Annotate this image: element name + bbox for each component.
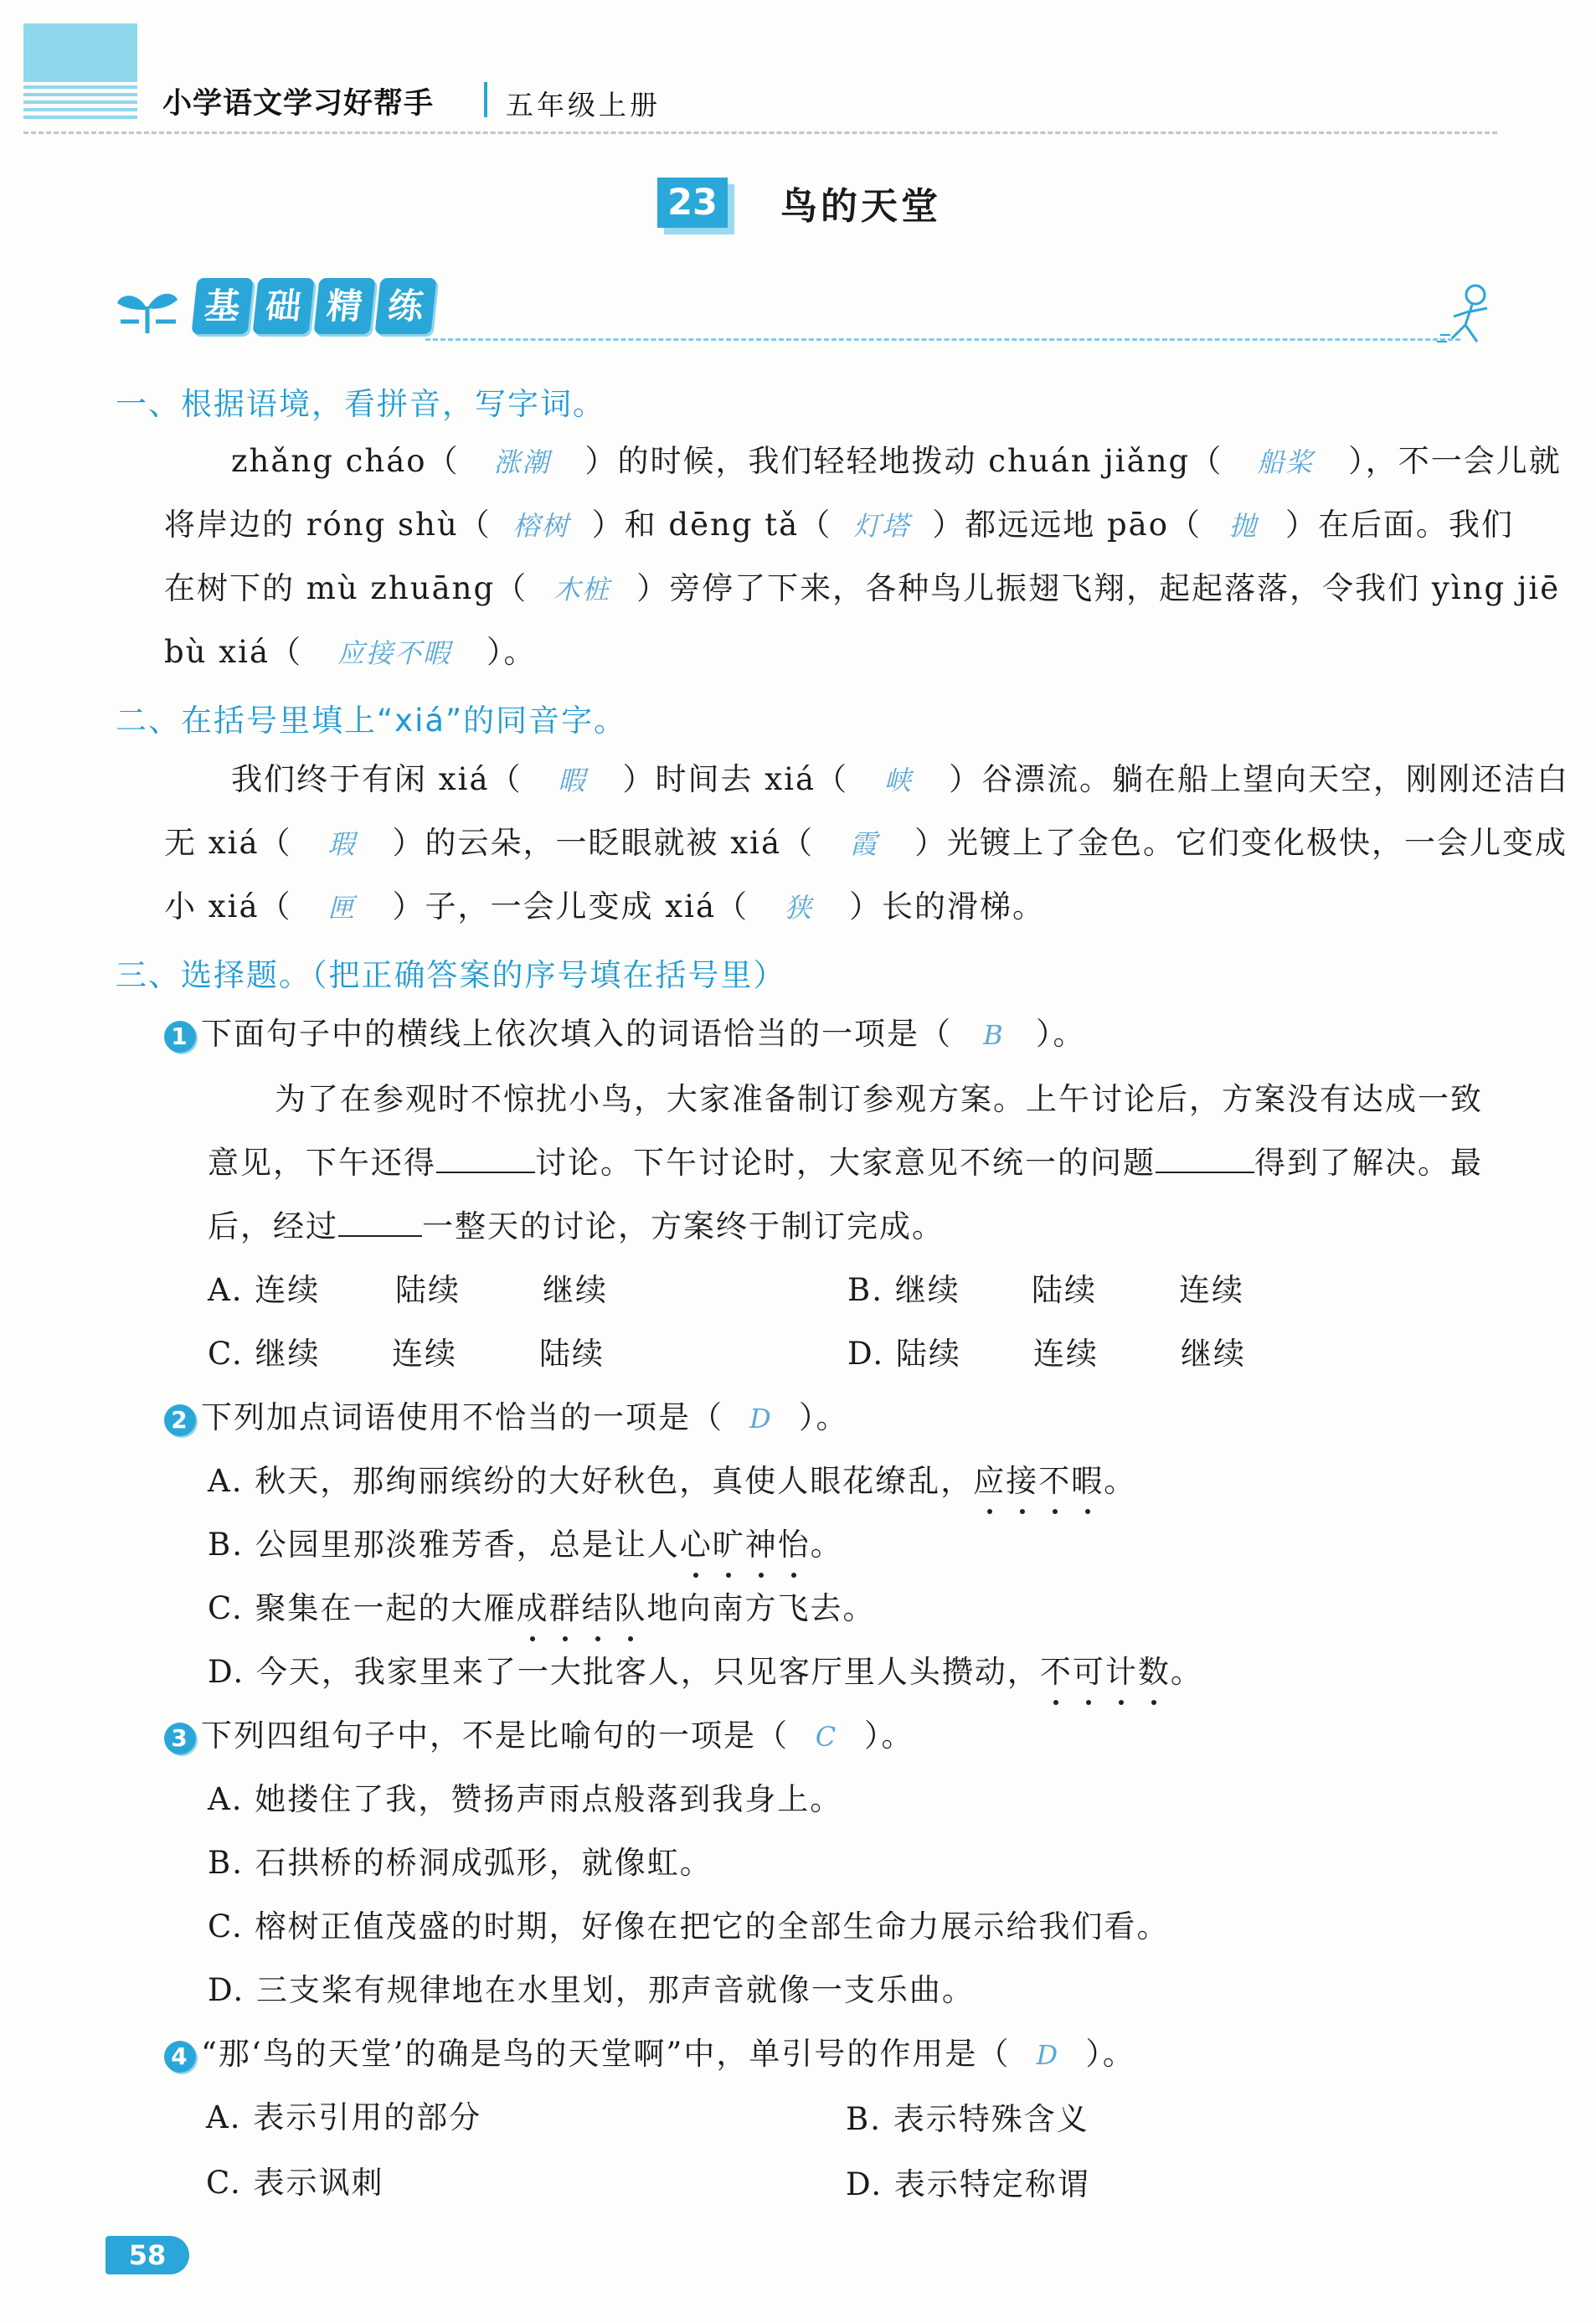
option-word: D. 陆续 xyxy=(847,1336,961,1372)
q3-item-4-option-a: A. 表示引用的部分 xyxy=(206,2099,482,2135)
answer-text: 灯塔 xyxy=(853,510,911,542)
banner-char: 础 xyxy=(252,278,314,334)
question-2-heading: 二、在括号里填上“xiá”的同音字。 xyxy=(116,703,627,739)
dotted-char: 旷 xyxy=(713,1522,745,1568)
q3-item-2-option-a xyxy=(208,1459,1136,1504)
text: D. 今天，我家里来了一大批客人，只见客厅里人头攒动， xyxy=(208,1654,1040,1690)
item-number-badge: 4 xyxy=(164,2041,196,2073)
text: 下面句子中的横线上依次填入的词语恰当的一项是（ xyxy=(201,1016,952,1052)
q3-item-4-option-c: C. 表示讽刺 xyxy=(206,2165,384,2201)
text: 讨论。下午讨论时，大家意见不统一的问题 xyxy=(535,1145,1156,1181)
text: ）长的滑梯。 xyxy=(849,889,1046,925)
text: ）子，一会儿变成 xiá（ xyxy=(392,889,749,925)
text: 无 xiá（ xyxy=(164,825,292,861)
answer-text: 狭 xyxy=(785,892,814,924)
text: ）在后面。我们 xyxy=(1285,507,1514,543)
text: 。 xyxy=(1170,1654,1203,1690)
answer-text: 暇 xyxy=(558,765,587,796)
text: 我们终于有闲 xiá（ xyxy=(231,761,523,797)
q3-item-3-stem xyxy=(164,1713,914,1759)
answer-text: D xyxy=(1036,2039,1060,2071)
option-word: 连续 xyxy=(1179,1272,1244,1308)
option-word: 继续 xyxy=(543,1272,608,1308)
q3-item-1-option-a xyxy=(208,1268,608,1313)
option-word: A. 连续 xyxy=(208,1272,321,1308)
dotted-char: 暇 xyxy=(1071,1459,1104,1504)
lesson-number: 23 xyxy=(657,178,728,228)
dotted-char: 应 xyxy=(973,1459,1006,1504)
text: 在树下的 mù zhuāng（ xyxy=(164,570,528,606)
header-stripes xyxy=(23,85,137,119)
answer-text: 涨潮 xyxy=(493,446,551,478)
option-word: 陆续 xyxy=(395,1272,461,1308)
option-word: 连续 xyxy=(392,1336,457,1372)
text: ）和 dēng tǎ（ xyxy=(591,507,832,543)
text: 。 xyxy=(1104,1463,1137,1499)
fill-blank xyxy=(1156,1141,1254,1173)
text: bù xiá（ xyxy=(164,634,303,670)
q3-item-3-option-d: D. 三支桨有规律地在水里划，那声音就像一支乐曲。 xyxy=(208,1972,975,2008)
q3-item-1-passage-3 xyxy=(208,1204,945,1249)
dotted-char: 不 xyxy=(1038,1459,1071,1504)
text: C. 聚集在一起的大雁 xyxy=(208,1590,517,1626)
option-word: 陆续 xyxy=(1032,1272,1097,1308)
text: ）。 xyxy=(1085,2036,1135,2072)
q3-item-2-option-b xyxy=(208,1522,843,1568)
item-number-badge: 1 xyxy=(164,1021,196,1053)
text: ）都远远地 pāo（ xyxy=(932,507,1202,543)
option-word: 连续 xyxy=(1033,1336,1099,1372)
banner-dashed-line xyxy=(425,338,1460,341)
dotted-char: 心 xyxy=(680,1522,713,1568)
q3-item-1-option-d xyxy=(847,1331,1246,1377)
text: 。 xyxy=(810,1527,843,1563)
running-kid-icon xyxy=(1434,283,1501,350)
text: zhǎng cháo（ xyxy=(231,443,460,479)
text: ）的云朵，一眨眼就被 xiá（ xyxy=(392,825,815,861)
q3-item-1-passage-2 xyxy=(208,1141,1483,1186)
fill-blank xyxy=(436,1141,535,1173)
q3-item-2-stem xyxy=(164,1395,849,1441)
text: 一整天的讨论，方案终于制订完成。 xyxy=(422,1208,945,1244)
text: ）光镀上了金色。它们变化极快，一会儿变成 xyxy=(914,825,1568,861)
item-number-badge: 3 xyxy=(164,1723,196,1754)
answer-text: D xyxy=(749,1403,773,1434)
text: B. 公园里那淡雅芳香，总是让人 xyxy=(208,1527,680,1563)
answer-text: 霞 xyxy=(850,828,879,860)
text: ）。 xyxy=(864,1718,914,1754)
answer-text: 峡 xyxy=(884,765,914,796)
dotted-char: 群 xyxy=(549,1586,582,1631)
text: 意见，下午还得 xyxy=(208,1145,436,1181)
text: 下列加点词语使用不恰当的一项是（ xyxy=(201,1399,723,1435)
dotted-char: 队 xyxy=(615,1586,647,1631)
q3-item-1-passage-1: 为了在参观时不惊扰小鸟，大家准备制订参观方案。上午讨论后，方案没有达成一致 xyxy=(275,1081,1483,1117)
q2-line-3 xyxy=(164,884,1045,930)
answer-text: 抛 xyxy=(1228,510,1258,542)
fill-blank xyxy=(338,1205,422,1237)
answer-text: C xyxy=(815,1721,838,1753)
option-word: 陆续 xyxy=(539,1336,605,1372)
option-word: B. 继续 xyxy=(847,1272,960,1308)
section-banner xyxy=(194,278,439,334)
banner-char: 基 xyxy=(191,278,253,334)
q3-item-2-option-d xyxy=(208,1650,1203,1695)
dotted-char: 神 xyxy=(745,1522,778,1568)
dotted-char: 不 xyxy=(1040,1650,1073,1695)
text: 得到了解决。最 xyxy=(1254,1145,1483,1181)
answer-text: 瑕 xyxy=(327,828,357,860)
text: ），不一会儿就 xyxy=(1348,443,1562,479)
text: 小 xiá（ xyxy=(164,889,292,925)
dotted-char: 计 xyxy=(1105,1650,1138,1695)
text: ）的时候，我们轻轻地拨动 chuán jiǎng（ xyxy=(584,443,1223,479)
q3-item-3-option-a: A. 她搂住了我，赞扬声雨点般落到我身上。 xyxy=(208,1781,843,1817)
dotted-char: 怡 xyxy=(778,1522,811,1568)
answer-text: 榕树 xyxy=(512,510,570,542)
header-dashed-rule xyxy=(23,131,1497,134)
dotted-char: 接 xyxy=(1006,1459,1038,1504)
q3-item-3-option-c: C. 榕树正值茂盛的时期，好像在把它的全部生命力展示给我们看。 xyxy=(208,1908,1170,1944)
text: “那‘鸟的天堂’的确是鸟的天堂啊”中，单引号的作用是（ xyxy=(201,2036,1011,2072)
dotted-char: 数 xyxy=(1138,1650,1171,1695)
text: 下列四组句子中，不是比喻句的一项是（ xyxy=(201,1718,789,1754)
answer-text: 应接不暇 xyxy=(337,637,452,669)
answer-text: 船桨 xyxy=(1257,446,1315,478)
q3-item-1-option-b xyxy=(847,1268,1244,1313)
dotted-char: 结 xyxy=(582,1586,615,1631)
q1-line-4 xyxy=(164,630,537,676)
dotted-char: 可 xyxy=(1073,1650,1105,1695)
text: ）旁停了下来，各种鸟儿振翅飞翔，起起落落，令我们 yìng jiē xyxy=(636,570,1561,606)
sprout-icon xyxy=(114,285,181,335)
text: 后，经过 xyxy=(208,1208,338,1244)
answer-text: B xyxy=(983,1019,1005,1051)
q2-line-2 xyxy=(164,821,1568,867)
header-divider xyxy=(484,82,487,117)
q1-line-3 xyxy=(164,566,1560,612)
lesson-title: 鸟的天堂 xyxy=(780,185,941,228)
question-3-heading: 三、选择题。（把正确答案的序号填在括号里） xyxy=(116,957,786,993)
banner-char: 精 xyxy=(313,278,375,334)
q3-item-1-stem xyxy=(164,1012,1086,1058)
q3-item-3-option-b: B. 石拱桥的桥洞成弧形，就像虹。 xyxy=(208,1845,713,1881)
q3-item-1-option-c xyxy=(208,1331,605,1377)
q2-line-1 xyxy=(231,757,1569,803)
q1-line-1 xyxy=(231,439,1562,485)
book-title: 小学语文学习好帮手 xyxy=(162,87,435,121)
answer-text: 匣 xyxy=(327,892,357,924)
text: 地向南方飞去。 xyxy=(646,1590,876,1626)
banner-char: 练 xyxy=(374,278,436,334)
option-word: C. 继续 xyxy=(208,1336,321,1372)
option-word: 继续 xyxy=(1181,1336,1246,1372)
question-1-heading: 一、根据语境，看拼音，写字词。 xyxy=(116,386,605,422)
text: A. 秋天，那绚丽缤纷的大好秋色，真使人眼花缭乱， xyxy=(208,1463,974,1499)
text: 将岸边的 róng shù（ xyxy=(164,507,492,543)
dotted-char: 成 xyxy=(517,1586,549,1631)
q3-item-4-option-d: D. 表示特定称谓 xyxy=(846,2166,1090,2202)
answer-text: 木桩 xyxy=(553,574,611,605)
item-number-badge: 2 xyxy=(164,1404,196,1436)
text: ）。 xyxy=(487,634,537,670)
text: ）。 xyxy=(1036,1016,1086,1052)
text: ）。 xyxy=(799,1399,849,1435)
q3-item-4-option-b: B. 表示特殊含义 xyxy=(846,2101,1089,2137)
q1-line-2 xyxy=(164,502,1514,549)
header-decoration xyxy=(23,23,137,82)
page-number: 58 xyxy=(106,2236,189,2274)
text: ）时间去 xiá（ xyxy=(622,761,849,797)
q3-item-2-option-c xyxy=(208,1586,876,1631)
book-grade: 五年级上册 xyxy=(506,89,661,121)
q3-item-4-stem xyxy=(164,2032,1135,2078)
text: ）谷漂流。躺在船上望向天空，刚刚还洁白 xyxy=(949,761,1570,797)
